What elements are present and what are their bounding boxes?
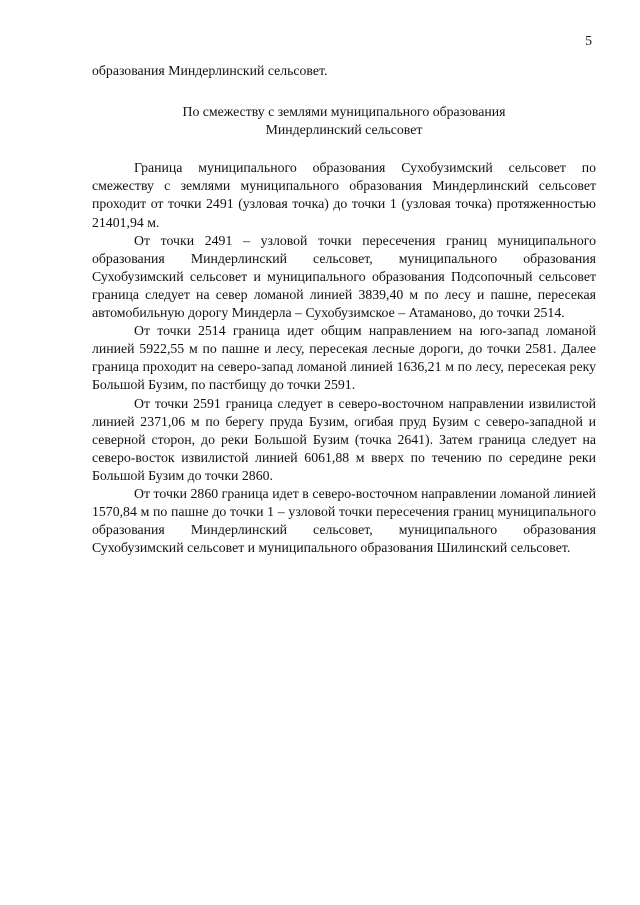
document-body	[92, 62, 596, 557]
section-heading-line-2: Миндерлинский сельсовет	[265, 122, 423, 138]
continuation-line: образования Миндерлинский сельсовет.	[92, 63, 328, 78]
section-heading-line-1: По смежеству с землями муниципального образования	[182, 104, 506, 120]
paragraph-1: Граница муниципального образования Сухобузимский сельсовет по смежеству с землями муниципального образования Миндерлинский сельсовет проходит от точки 2491 (узловая точка) до точки 1 (узловая точка) протяженностью 21401,94 м.	[92, 160, 596, 230]
page-number: 5	[585, 33, 592, 48]
paragraph-3: От точки 2514 граница идет общим направлением на юго-запад ломаной линией 5922,55 м по пашне и лесу, пересекая лесные дороги, до точки 2581. Далее граница проходит на северо-запад ломаной линией 1636,21 м по лесу, пересекая реку Большой Бузим, по пастбищу до точки 2591.	[92, 323, 596, 393]
paragraph-5: От точки 2860 граница идет в северо-восточном направлении ломаной линией 1570,84 м по пашне до точки 1 – узловой точки пересечения границ муниципального образования Миндерлинский сельсовет, муниципального образования Сухобузимский сельсовет и муниципального образования Шилинский сельсовет.	[92, 485, 596, 556]
paragraph-4: От точки 2591 граница следует в северо-восточном направлении извилистой линией 2371,06 м по берегу пруда Бузим, огибая пруд Бузим с северо-западной и северной сторон, до реки Большой Бузим (точка 2641). Затем граница следует на северо-восток извилистой линией 6061,88 м вверх по течению по середине реки Большой Бузим до точки 2860.	[92, 395, 596, 483]
paragraph-2: От точки 2491 – узловой точки пересечения границ муниципального образования Миндерлинский сельсовет, муниципального образования Сухобузимский сельсовет и муниципального образования Подсопочный сельсовет граница следует на север ломаной линией 3839,40 м по лесу и пашне, пересекая автомобильную дорогу Миндерла – Сухобузимское – Атаманово, до точки 2514.	[92, 232, 596, 321]
section-heading	[92, 103, 596, 139]
